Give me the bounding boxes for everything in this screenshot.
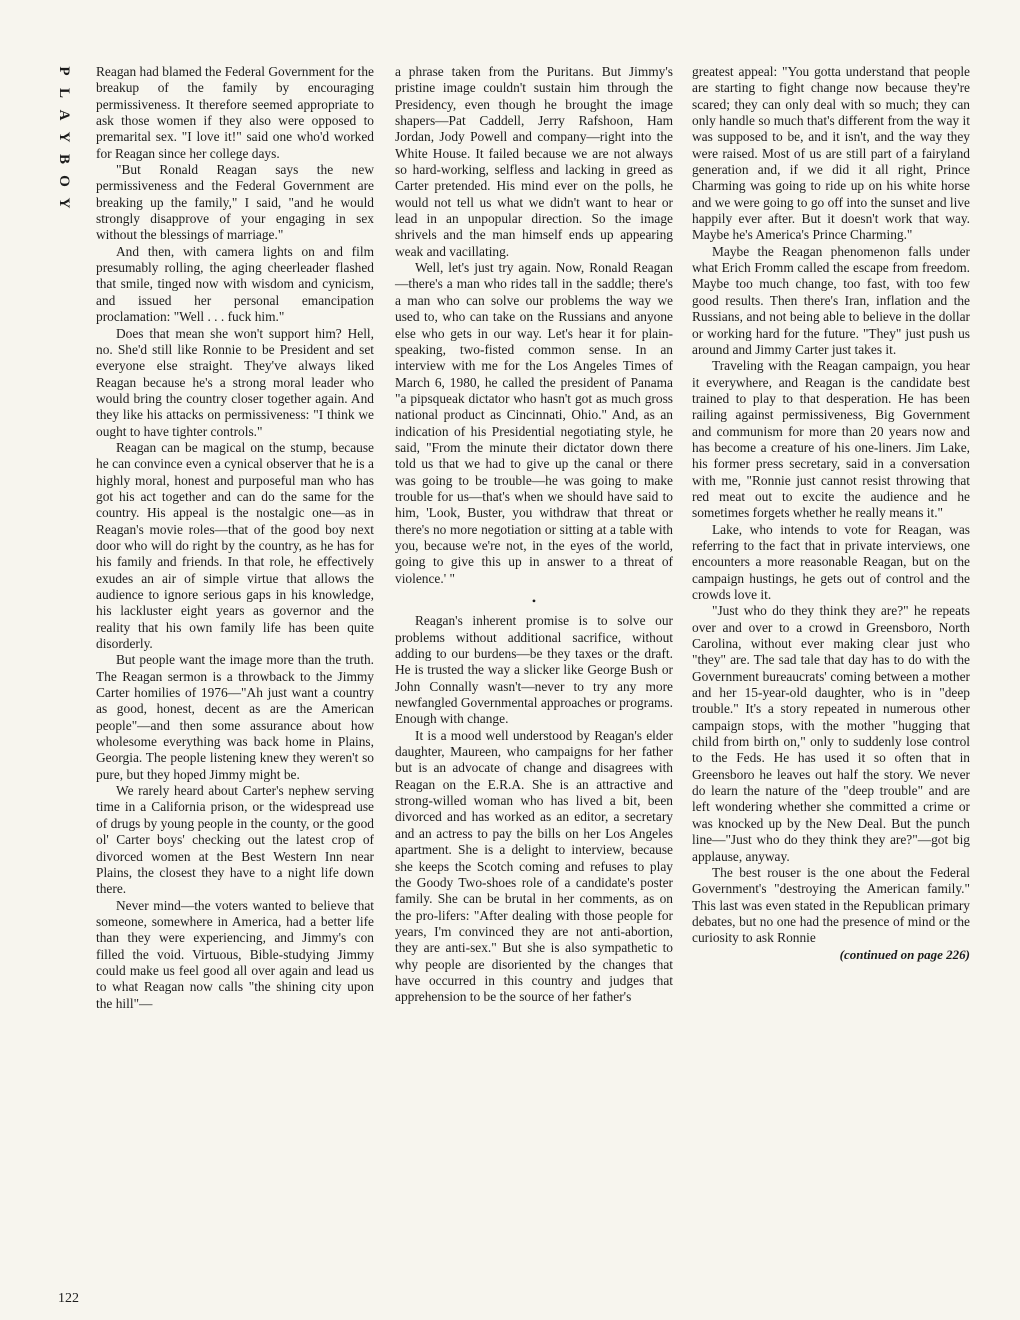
- paragraph: But people want the image more than the truth. The Reagan sermon is a throwback to the Jimmy Carter homilies of 1976—"Ah just want a country as good, honest, decent as are the American people"—and then some assurance about how wholesome everything was back home in Plains, Georgia. The people listening knew they weren't so pure, but they hoped Jimmy might be.: [96, 652, 374, 782]
- continuation-note: (continued on page 226): [839, 946, 970, 962]
- paragraph: Well, let's just try again. Now, Ronald Reagan—there's a man who rides tall in the saddle; there's a man who can solve our problems the way we used to, who can take on the Russians and anyone else who gets in our way. Let's hear it for plain-speaking, two-fisted common sense. In an interview with me for the Los Angeles Times of March 6, 1980, he called the president of Panama "a pipsqueak dictator who hasn't got as much gross national product as Cincinnati, Ohio." And, as an indication of his Presidential negotiating style, he said, "From the minute their dictator down there told us that we had to give up the canal or there was going to be trouble—he was going to make trouble for us—that's when we should have said to him, 'Look, Buster, you withdraw that threat or there's no more negotiation or sitting at a table with you, because we're not, in the eyes of the world, going to give this up in answer to a threat of violence.' ": [395, 260, 673, 586]
- masthead-letter: L: [56, 87, 72, 98]
- masthead-letter: O: [56, 175, 72, 187]
- magazine-masthead: [52, 60, 76, 214]
- paragraph: Traveling with the Reagan campaign, you hear it everywhere, and Reagan is the candidate best trained to play to that desperation. He has been railing against permissiveness, Big Government and communism for more than 20 years now and has become a creature of his one-liners. Jim Lake, his former press secretary, said in a conversation with me, "Ronnie just cannot resist throwing that red meat out to excite the audience and he sometimes forgets whether he really means it.": [692, 358, 970, 521]
- paragraph: Reagan had blamed the Federal Government for the breakup of the family by encouraging permissiveness. It therefore seemed appropriate to ask those women if they also were opposed to premarital sex. "I love it!" said one who'd worked for Reagan since her college days.: [96, 64, 374, 161]
- paragraph: Lake, who intends to vote for Reagan, was referring to the fact that in private interviews, one encounters a more reasonable Reagan, but on the campaign hustings, he gets out of control and the crowds love it.: [692, 521, 970, 602]
- paragraph: Reagan can be magical on the stump, because he can convince even a cynical observer that he is a highly moral, honest and purposeful man who has got his act together and can do the same for the country. His appeal is the nostalgic one—as in Reagan's movie roles—that of the good boy next door who will do right by the country, as he has for his family and friends. In that role, he effectively exudes an air of simple virtue that allows the audience to ignore serious gaps in his knowledge, his lackluster eight years as governor and the reality that his own family life has been quite disorderly.: [96, 439, 374, 652]
- article-column-2: [395, 64, 673, 1006]
- paragraph: "Just who do they think they are?" he repeats over and over to a crowd in Greensboro, North Carolina, without ever making clear just who "they" are. The sad tale that day has to do with the Government bureaucrats' coming between a mother and her 15-year-old daughter, who is in "deep trouble." It's a story repeated in numerous other campaign stops, with the mother "hugging that child from birth on," only to suddenly lose control to the Feds. He has used it so often that in Greensboro he leaves out half the story. We never do learn the nature of the "deep trouble" and are left wondering whether she committed a crime or was knocked up by the New Deal. But the punch line—"Just who do they think they are?"—got big applause, anyway.: [692, 603, 970, 864]
- paragraph: "But Ronald Reagan says the new permissiveness and the Federal Government are breaking up the family," I said, "and he would strongly disapprove of your engaging in sex without the blessings of marriage.": [96, 162, 374, 243]
- masthead-letter: A: [56, 109, 72, 121]
- paragraph: It is a mood well understood by Reagan's elder daughter, Maureen, who campaigns for her father but is an advocate of change and disagrees with Reagan on the E.R.A. She is an attractive and strong-willed woman who has lived a bit, been divorced and has worked as an editor, a secretary and an actress to pay the bills on her Los Angeles apartment. She is a delight to interview, because she keeps the Scotch coming and refuses to play the Goody Two-shoes role of a candidate's poster family. She can be brutal in her comments, as on the pro-lifers: "After dealing with those people for years, I'm convinced they are not anti-abortion, they are anti-sex." But she is also sympathetic to why people are disoriented by the changes that have occurred in this country and judges that apprehension to be the source of her father's: [395, 727, 673, 1005]
- paragraph: And then, with camera lights on and film presumably rolling, the aging cheerleader flashed that smile, tinged now with wisdom and cynicism, and issued her personal emancipation proclamation: "Well . . . fuck him.": [96, 243, 374, 325]
- paragraph: a phrase taken from the Puritans. But Jimmy's pristine image couldn't sustain him through the Presidency, even though he brought the image shapers—Pat Caddell, Jerry Rafshoon, Ham Jordan, Jody Powell and company—right into the White House. It failed because we are not always so hard-working, selfless and lacking in greed as Carter pretended. His mind ever on the polls, he would not tell us what we didn't want to hear or lead in an unpopular direction. So the image shrivels and the man himself ends up appearing weak and vacillating.: [395, 64, 673, 259]
- paragraph: Does that mean she won't support him? Hell, no. She'd still like Ronnie to be President and set everyone else straight. They've always liked Reagan because he's a strong moral leader who would bring the country closer together again. And they like his attacks on permissiveness: "I think we ought to have tighter controls.": [96, 325, 374, 439]
- paragraph: The best rouser is the one about the Federal Government's "destroying the American family." This last was even stated in the Republican primary debates, but no one had the presence of mind or the curiosity to ask Ronnie: [692, 864, 970, 946]
- section-break-bullet: •: [531, 594, 537, 608]
- paragraph: Never mind—the voters wanted to believe that someone, somewhere in America, had a better life than they were experiencing, and Jimmy's con filled the void. Virtuous, Bible-studying Jimmy could make us feel good all over again and lead us to what Reagan now calls "the shining city upon the hill"—: [96, 897, 374, 1011]
- masthead-letter: Y: [56, 197, 72, 209]
- masthead-letter: P: [56, 66, 72, 76]
- article-column-1: [96, 64, 374, 1012]
- paragraph: We rarely heard about Carter's nephew serving time in a California prison, or the widespread use of drugs by young people in the county, or the good ol' Carter boys' checking out the latest crop of divorced women at the Best Western Inn near Plains, the closest they have to a night life down there.: [96, 783, 374, 897]
- page-number: 122: [58, 1291, 79, 1306]
- paragraph: Reagan's inherent promise is to solve our problems without additional sacrifice, without adding to our burdens—be they taxes or the draft. He is trusted the way a slicker like George Bush or John Connally wasn't—never to try any more newfangled Governmental approaches or programs. Enough with change.: [395, 613, 673, 727]
- masthead-letter: Y: [56, 131, 72, 143]
- paragraph: greatest appeal: "You gotta understand that people are starting to fight change now because they're scared; they can only deal with so much; they can only handle so much that's different from the way it was supposed to be, and it isn't, and the way they were raised. Most of us are still part of a fairyland generation and, if we did it all right, Prince Charming was going to ride up on his white horse and we were going to go off into the sunset and live happily ever after. But it doesn't work that way. Maybe he's America's Prince Charming.": [692, 64, 970, 243]
- paragraph: Maybe the Reagan phenomenon falls under what Erich Fromm called the escape from freedom. Maybe too much change, too fast, with too few good results. Then there's Iran, inflation and the Russians, and not being able to believe in the dollar or working hard for the future. "They" just push us around and Jimmy Carter just takes it.: [692, 243, 970, 357]
- article-column-3: [692, 64, 970, 963]
- masthead-letter: B: [56, 153, 72, 164]
